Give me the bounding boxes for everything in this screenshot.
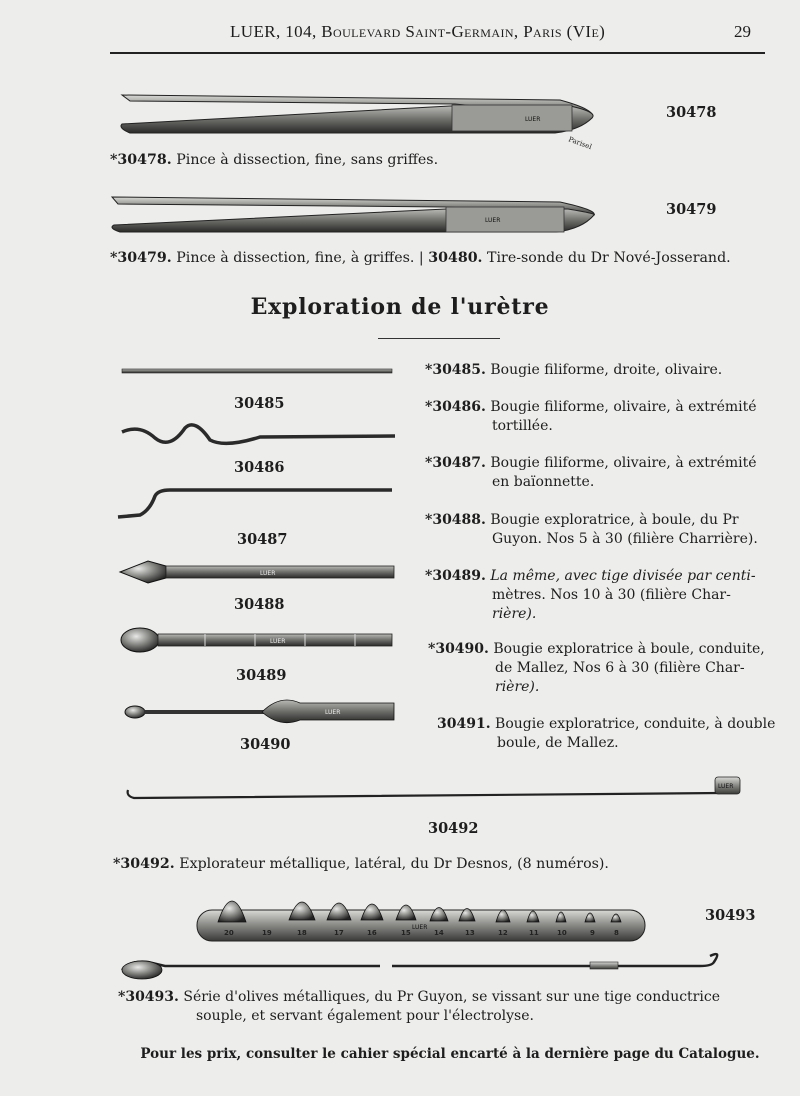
- figure-label-30490: 30490: [240, 736, 291, 753]
- luer-stamp: LUER: [260, 570, 276, 577]
- figure-label-30489: 30489: [236, 667, 287, 684]
- entry-text-cont: tortillée.: [492, 418, 553, 434]
- footer-note: Pour les prix, consulter le cahier spécial encarté à la dernière page du Catalogue.: [140, 1046, 760, 1062]
- olive-size-label: 10: [557, 929, 567, 937]
- luer-stamp: LUER: [412, 924, 428, 931]
- bougie-30486-illustration: [122, 425, 395, 443]
- entry-text: Bougie filiforme, olivaire, à extrémité: [490, 399, 757, 415]
- olive-size-label: 16: [367, 929, 377, 937]
- entry-text: La même, avec tige divisée par centi-: [490, 568, 756, 584]
- luer-stamp: LUER: [718, 783, 734, 790]
- olive-size-label: 8: [614, 929, 619, 937]
- figure-label-30493: 30493: [705, 907, 756, 924]
- forceps-30479-illustration: [112, 197, 594, 232]
- bougie-30489-illustration: [121, 628, 392, 652]
- olive-size-label: 11: [529, 929, 539, 937]
- entry-code: *30487.: [425, 455, 486, 471]
- figure-label-30488: 30488: [234, 596, 285, 613]
- entry-code: *30489.: [425, 568, 486, 584]
- entry-text: Bougie filiforme, olivaire, à extrémité: [490, 455, 757, 471]
- luer-stamp: LUER: [525, 116, 541, 123]
- entry-text-cont: Guyon. Nos 5 à 30 (filière Charrière).: [492, 531, 758, 547]
- caption-code: *30492.: [113, 856, 175, 872]
- entry-code: *30485.: [425, 362, 486, 378]
- caption-text-cont: souple, et servant également pour l'électrolyse.: [196, 1008, 534, 1024]
- catalog-entry-30487: [425, 454, 785, 492]
- figure-label-30486: 30486: [234, 459, 285, 476]
- catalog-entry-30486: [425, 398, 785, 436]
- bougie-30490-illustration: [125, 700, 394, 723]
- entry-text-cont: de Mallez, Nos 6 à 30 (filière Char-: [495, 660, 745, 676]
- olive-size-label: 14: [434, 929, 444, 937]
- entry-text-cont: boule, de Mallez.: [497, 735, 619, 751]
- caption-text: Tire-sonde du Dr Nové-Josserand.: [487, 250, 731, 266]
- entry-text: Bougie exploratrice, conduite, à double: [495, 716, 776, 732]
- olive-size-label: 13: [465, 929, 475, 937]
- forceps-30478-illustration: [121, 95, 593, 151]
- figure-label-30492: 30492: [428, 820, 479, 837]
- catalog-entry-30485: [425, 361, 785, 380]
- olive-size-label: 17: [334, 929, 344, 937]
- catalog-entry-30491: [437, 715, 787, 753]
- luer-stamp: LUER: [325, 709, 341, 716]
- header-title: LUER, 104, Boulevard Saint-Germain, Paris (VIe): [230, 22, 606, 41]
- olive-set-30493-illustration: [122, 901, 717, 979]
- entry-code: *30486.: [425, 399, 486, 415]
- olive-size-label: 19: [262, 929, 272, 937]
- caption-30492: [113, 855, 609, 874]
- bougie-30488-illustration: [120, 561, 394, 583]
- luer-stamp: LUER: [270, 638, 286, 645]
- caption-code: *30479.: [110, 250, 172, 266]
- caption-text: Pince à dissection, fine, à griffes.: [176, 250, 415, 266]
- caption-code: 30480.: [428, 250, 483, 266]
- entry-text-cont: en baïonnette.: [492, 474, 595, 490]
- catalog-entry-30488: [425, 511, 785, 549]
- entry-code: *30488.: [425, 512, 486, 528]
- bougie-30485-illustration: [122, 369, 392, 373]
- separator: |: [418, 250, 429, 266]
- bougie-30487-illustration: [118, 490, 392, 517]
- catalog-entry-30489: [425, 567, 785, 624]
- entry-text: Bougie exploratrice, à boule, du Pr: [490, 512, 739, 528]
- page-number: 29: [734, 22, 751, 41]
- caption-code: *30478.: [110, 152, 172, 168]
- olive-size-label: 20: [224, 929, 234, 937]
- catalog-entry-30490: [428, 640, 788, 697]
- caption-30479: [110, 249, 731, 268]
- caption-text: Pince à dissection, fine, sans griffes.: [176, 152, 439, 168]
- figure-label-30485: 30485: [234, 395, 285, 412]
- caption-text: Série d'olives métalliques, du Pr Guyon, se vissant sur une tige conductrice: [183, 989, 720, 1005]
- entry-code: 30491.: [437, 716, 491, 732]
- olive-size-label: 18: [297, 929, 307, 937]
- section-divider: [378, 338, 500, 339]
- luer-stamp: LUER: [485, 217, 501, 224]
- caption-30478: [110, 151, 438, 170]
- entry-text: Bougie exploratrice à boule, conduite,: [493, 641, 765, 657]
- caption-code: *30493.: [118, 989, 179, 1005]
- figure-label-30479: 30479: [666, 201, 717, 218]
- parisel-stamp: Parisel: [567, 135, 593, 152]
- entry-text-cont: rière).: [495, 679, 540, 695]
- olive-size-label: 15: [401, 929, 411, 937]
- figure-label-30487: 30487: [237, 531, 288, 548]
- entry-text-cont: mètres. Nos 10 à 30 (filière Char-: [492, 587, 731, 603]
- entry-code: *30490.: [428, 641, 489, 657]
- section-title: Exploration de l'urètre: [250, 294, 550, 320]
- olive-size-label: 12: [498, 929, 508, 937]
- olive-size-label: 9: [590, 929, 595, 937]
- caption-30493: [118, 988, 788, 1026]
- explorateur-30492-illustration: [128, 777, 740, 798]
- figure-label-30478: 30478: [666, 104, 717, 121]
- entry-text-cont: rière).: [492, 606, 537, 622]
- caption-text: Explorateur métallique, latéral, du Dr Desnos, (8 numéros).: [179, 856, 609, 872]
- entry-text: Bougie filiforme, droite, olivaire.: [490, 362, 723, 378]
